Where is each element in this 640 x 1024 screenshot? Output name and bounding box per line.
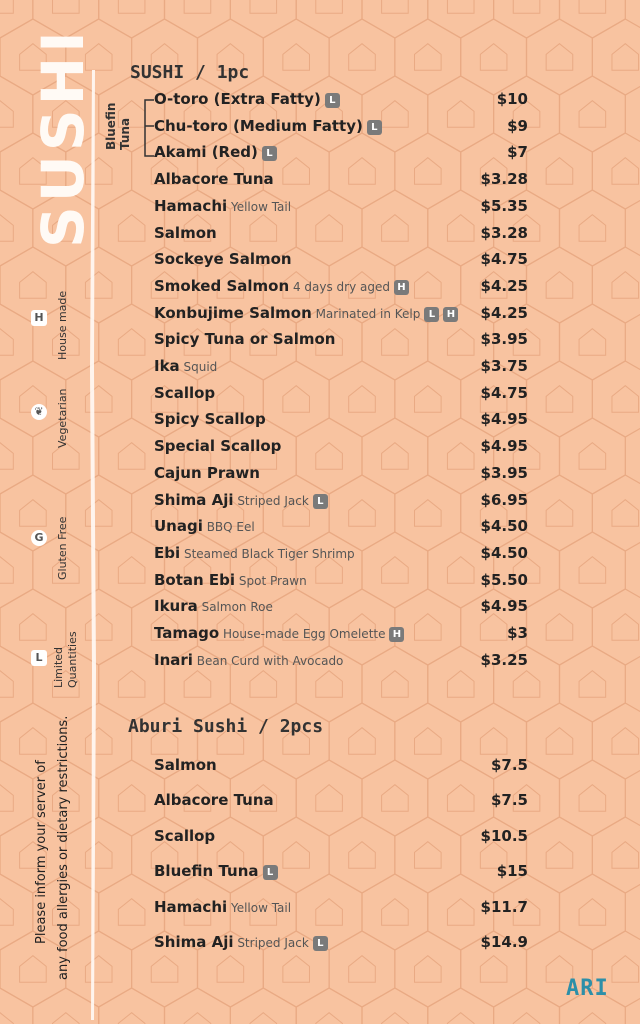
sushi-item bbox=[154, 624, 528, 646]
item-title: Sockeye Salmon bbox=[154, 250, 292, 269]
item-name bbox=[154, 117, 382, 135]
item-price: $15 bbox=[496, 862, 528, 881]
item-title: Konbujime Salmon bbox=[154, 303, 312, 322]
sushi-item bbox=[154, 517, 528, 539]
item-price: $4.75 bbox=[480, 250, 528, 269]
item-price: $11.7 bbox=[480, 897, 528, 916]
legend-label-house-made: House made bbox=[56, 290, 69, 360]
item-description: 4 days dry aged bbox=[289, 279, 390, 294]
legend-label-quantities: Quantities bbox=[66, 631, 79, 688]
sushi-item bbox=[154, 250, 528, 272]
sushi-item bbox=[154, 384, 528, 406]
item-title: O-toro (Extra Fatty) bbox=[154, 90, 321, 108]
item-name bbox=[154, 90, 340, 108]
sushi-item bbox=[154, 491, 528, 513]
bluefin-tuna-label: Bluefin Tuna bbox=[104, 102, 132, 150]
item-title: Albacore Tuna bbox=[154, 791, 274, 810]
limited-quantities-icon: L bbox=[325, 93, 340, 108]
sushi-item bbox=[154, 651, 528, 673]
sushi-item bbox=[154, 170, 528, 192]
aburi-section-title: Aburi Sushi / 2pcs bbox=[128, 716, 324, 737]
sushi-item bbox=[154, 571, 528, 593]
gluten-free-icon: G bbox=[31, 530, 47, 546]
limited-quantities-icon: L bbox=[367, 120, 382, 135]
item-price: $10 bbox=[496, 90, 528, 108]
limited-quantities-icon: L bbox=[263, 865, 278, 880]
aburi-item bbox=[154, 898, 528, 920]
item-name bbox=[154, 410, 266, 428]
item-name bbox=[154, 277, 409, 295]
sushi-item bbox=[154, 357, 528, 379]
item-name bbox=[154, 933, 328, 951]
item-name bbox=[154, 597, 273, 615]
item-name bbox=[154, 384, 215, 402]
item-title: Albacore Tuna bbox=[154, 170, 274, 189]
item-title: Botan Ebi bbox=[154, 570, 236, 589]
item-title: Shima Aji bbox=[154, 933, 234, 951]
item-price: $3 bbox=[507, 624, 528, 642]
item-price: $3.95 bbox=[480, 330, 528, 349]
aburi-item bbox=[154, 933, 528, 955]
limited-quantities-icon: L bbox=[313, 936, 328, 951]
item-name bbox=[154, 517, 255, 535]
aburi-item bbox=[154, 756, 528, 778]
legend-label-limited: Limited bbox=[52, 646, 65, 688]
item-title: Ika bbox=[154, 357, 180, 375]
item-title: Chu-toro (Medium Fatty) bbox=[154, 116, 363, 135]
aburi-item bbox=[154, 862, 528, 884]
sushi-item bbox=[154, 597, 528, 619]
item-price: $3.75 bbox=[480, 357, 528, 375]
item-price: $7.5 bbox=[490, 791, 528, 810]
item-price: $4.95 bbox=[480, 437, 528, 456]
item-title: Scallop bbox=[154, 826, 216, 845]
item-title: Cajun Prawn bbox=[154, 463, 260, 482]
item-name bbox=[154, 304, 458, 322]
sushi-item bbox=[154, 224, 528, 246]
item-name bbox=[154, 357, 217, 375]
item-title: Salmon bbox=[154, 223, 217, 242]
item-name bbox=[154, 862, 278, 880]
item-title: Spicy Scallop bbox=[154, 410, 266, 429]
sushi-item bbox=[154, 464, 528, 486]
allergy-notice bbox=[24, 715, 84, 980]
item-price: $3.95 bbox=[480, 463, 528, 482]
item-title: Shima Aji bbox=[154, 490, 234, 509]
sidebar-title: SUSHI bbox=[29, 27, 97, 248]
sushi-item bbox=[154, 304, 528, 326]
house-made-icon: H bbox=[443, 307, 458, 322]
item-description: Marinated in Kelp bbox=[311, 306, 421, 321]
house-made-icon: H bbox=[31, 310, 47, 326]
item-title: Tamago bbox=[154, 624, 220, 642]
item-name bbox=[154, 624, 404, 642]
item-name bbox=[154, 827, 215, 845]
item-price: $4.25 bbox=[480, 276, 528, 295]
item-price: $5.50 bbox=[480, 570, 528, 589]
limited-quantities-icon: L bbox=[313, 494, 328, 509]
limited-quantities-icon: L bbox=[31, 650, 47, 666]
item-title: Salmon bbox=[154, 756, 217, 774]
item-name bbox=[154, 330, 335, 348]
item-name bbox=[154, 437, 281, 455]
house-made-icon: H bbox=[389, 627, 404, 642]
limited-quantities-icon: L bbox=[424, 307, 439, 322]
item-name bbox=[154, 898, 291, 916]
allergy-notice-line-1: Please inform your server of bbox=[34, 760, 49, 944]
item-name bbox=[154, 197, 291, 215]
item-price: $5.35 bbox=[480, 196, 528, 215]
allergy-notice-line-2: any food allergies or dietary restrictions. bbox=[56, 715, 71, 980]
item-title: Ebi bbox=[154, 543, 181, 562]
sushi-item bbox=[154, 117, 528, 139]
vegetarian-leaf-icon: ❦ bbox=[31, 404, 47, 420]
ari-logo: ARI bbox=[566, 976, 609, 1001]
item-price: $7 bbox=[507, 143, 528, 162]
item-price: $14.9 bbox=[480, 933, 528, 951]
item-name bbox=[154, 571, 307, 589]
item-name bbox=[154, 224, 217, 242]
house-made-icon: H bbox=[394, 280, 409, 295]
item-title: Special Scallop bbox=[154, 437, 282, 456]
sushi-item bbox=[154, 410, 528, 432]
aburi-item bbox=[154, 791, 528, 813]
sushi-item bbox=[154, 197, 528, 219]
item-title: Akami (Red) bbox=[154, 143, 258, 162]
item-price: $9 bbox=[507, 116, 528, 135]
item-price: $3.28 bbox=[480, 223, 528, 242]
item-description: Salmon Roe bbox=[197, 600, 273, 615]
legend-vegetarian bbox=[0, 388, 96, 514]
item-name bbox=[154, 791, 274, 809]
item-title: Scallop bbox=[154, 383, 216, 402]
item-name bbox=[154, 250, 292, 268]
item-title: Unagi bbox=[154, 517, 203, 536]
item-title: Hamachi bbox=[154, 897, 228, 916]
item-price: $6.95 bbox=[480, 490, 528, 509]
legend-label-vegetarian: Vegetarian bbox=[56, 388, 69, 448]
item-price: $4.75 bbox=[480, 383, 528, 402]
item-description: Spot Prawn bbox=[235, 573, 307, 588]
item-description: Yellow Tail bbox=[227, 199, 292, 214]
item-name bbox=[154, 544, 355, 562]
item-title: Inari bbox=[154, 650, 193, 669]
item-name bbox=[154, 143, 277, 161]
limited-quantities-icon: L bbox=[262, 146, 277, 161]
item-name bbox=[154, 491, 328, 509]
item-price: $3.25 bbox=[480, 650, 528, 669]
sushi-item bbox=[154, 277, 528, 299]
item-description: BBQ Eel bbox=[202, 520, 255, 535]
item-title: Smoked Salmon bbox=[154, 276, 290, 295]
item-title: Ikura bbox=[154, 597, 198, 616]
item-price: $4.95 bbox=[480, 597, 528, 616]
aburi-item bbox=[154, 827, 528, 849]
item-description: Squid bbox=[179, 360, 218, 374]
item-title: Spicy Tuna or Salmon bbox=[154, 330, 336, 349]
item-name bbox=[154, 464, 260, 482]
item-name bbox=[154, 756, 217, 774]
sushi-item bbox=[154, 437, 528, 459]
item-price: $4.50 bbox=[480, 543, 528, 562]
item-description: House-made Egg Omelette bbox=[219, 627, 386, 641]
item-name bbox=[154, 651, 343, 669]
item-description: Striped Jack bbox=[233, 493, 309, 508]
item-price: $7.5 bbox=[490, 756, 528, 774]
sushi-item bbox=[154, 544, 528, 566]
item-name bbox=[154, 170, 274, 188]
legend-label-gluten-free: Gluten Free bbox=[56, 516, 69, 580]
item-price: $4.95 bbox=[480, 410, 528, 429]
item-description: Steamed Black Tiger Shrimp bbox=[180, 546, 355, 561]
sushi-section-title: SUSHI / 1pc bbox=[130, 62, 250, 83]
item-price: $3.28 bbox=[480, 170, 528, 189]
item-description: Striped Jack bbox=[233, 936, 309, 950]
item-description: Bean Curd with Avocado bbox=[192, 653, 344, 668]
sushi-item bbox=[154, 330, 528, 352]
sushi-item bbox=[154, 90, 528, 112]
legend-gluten-free bbox=[0, 516, 96, 640]
item-price: $10.5 bbox=[480, 826, 528, 845]
item-title: Bluefin Tuna bbox=[154, 862, 259, 881]
sushi-item bbox=[154, 143, 528, 165]
item-description: Yellow Tail bbox=[227, 900, 292, 915]
item-price: $4.50 bbox=[480, 517, 528, 536]
item-price: $4.25 bbox=[480, 303, 528, 322]
item-title: Hamachi bbox=[154, 196, 228, 215]
